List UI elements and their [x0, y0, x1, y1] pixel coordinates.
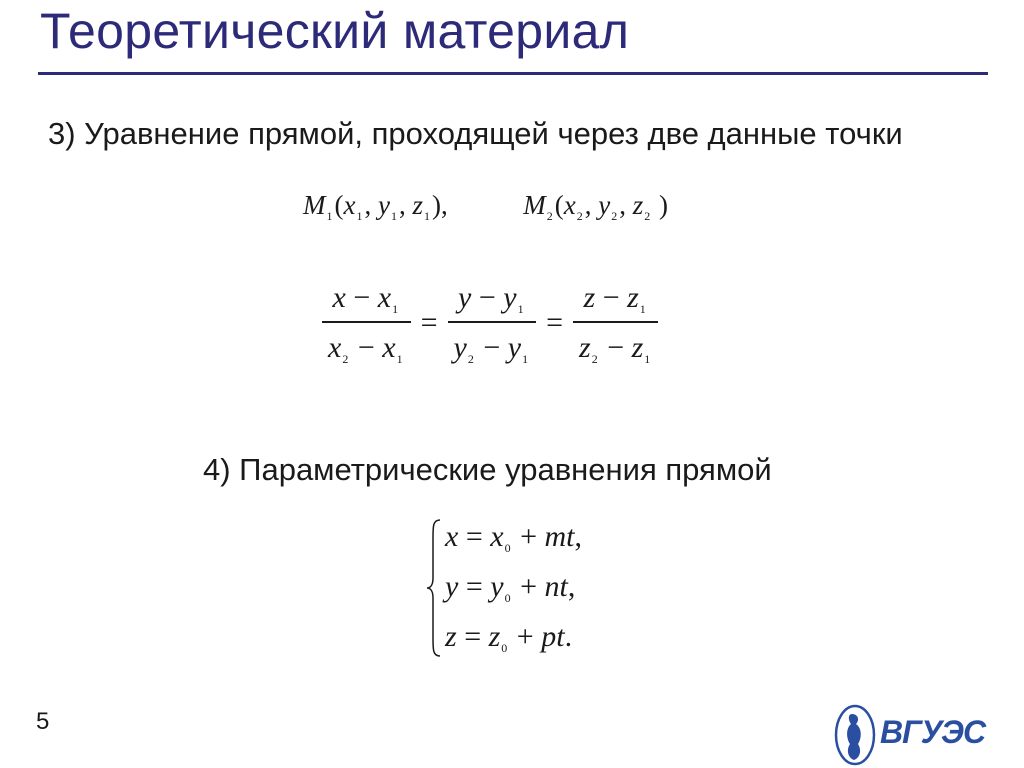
university-emblem-icon: [834, 704, 876, 766]
fraction-y: $\frac{y - y_1}{y_2 - y_1}$: [448, 281, 537, 365]
parametric-line-z: $z = z_0$ + pt.: [445, 620, 573, 655]
fraction-x: $\frac{x - x_1}{x_2 - x_1}$: [322, 281, 411, 365]
section-4-heading: 4) Параметрические уравнения прямой: [203, 452, 772, 487]
point-m2: $M_2(x_2$, $y_2$, $z_2$ ): [523, 190, 668, 223]
point-m1: $M_1(x_1$, $y_1$, $z_1$),: [303, 190, 448, 223]
slide-title: Теоретический материал: [40, 3, 630, 59]
fraction-z: $\frac{z - z_1}{z_2 - z_1}$: [573, 281, 658, 365]
slide-number: 5: [36, 708, 50, 735]
two-point-line-equation: $\frac{x - x_1}{x_2 - x_1}$ = $\frac{y - y_1}{y_2 - y_1}$ = $\frac{z - z_1}{z_2 - z_1}$: [318, 278, 662, 368]
parametric-line-y: $y = y_0$ + nt,: [445, 570, 576, 605]
left-brace-icon: [425, 518, 443, 658]
section-3-heading: 3) Уравнение прямой, проходящей через две данные точки: [48, 116, 903, 151]
parametric-line-x: $x = x_0$ + mt,: [445, 520, 582, 555]
university-logo-text: ВГУЭС: [880, 714, 986, 750]
title-underline: [38, 72, 988, 75]
given-points: [303, 190, 668, 221]
